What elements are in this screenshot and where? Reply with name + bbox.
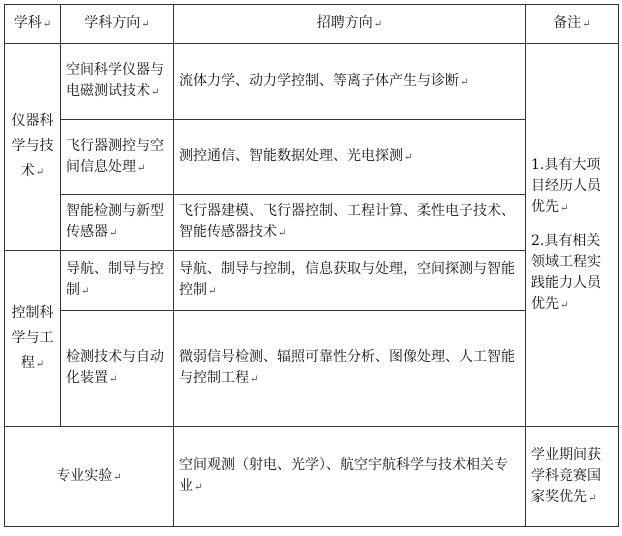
header-recruit: 招聘方向 ↵ xyxy=(174,5,526,44)
recruit-cell: 飞行器建模、飞行器控制、工程计算、柔性电子技术、智能传感器技术 ↵ xyxy=(174,195,526,251)
header-remark: 备注 ↵ xyxy=(526,5,619,44)
table-row xyxy=(5,44,619,120)
table-row xyxy=(5,427,619,527)
recruitment-table xyxy=(4,4,619,527)
direction-cell: 智能检测与新型传感器 ↵ xyxy=(61,195,174,251)
recruit-cell: 微弱信号检测、辐照可靠性分析、图像处理、人工智能与控制工程 ↵ xyxy=(174,311,526,427)
merged-cell: 专业实验 ↵ xyxy=(5,427,174,527)
header-row xyxy=(5,5,619,44)
direction-cell: 空间科学仪器与电磁测试技术 ↵ xyxy=(61,44,174,120)
header-discipline: 学科 ↵ xyxy=(5,5,61,44)
remark-cell xyxy=(526,44,619,427)
discipline-cell: 控制科学与工程 ↵ xyxy=(5,251,61,427)
recruit-cell: 导航、制导与控制，信息获取与处理，空间探测与智能控制 ↵ xyxy=(174,251,526,311)
remark-line-1: 1.具有大项目经历人员优先 ↵ xyxy=(531,155,613,219)
discipline-cell: 仪器科学与技术 ↵ xyxy=(5,44,61,251)
remark-cell: 学业期间获学科竞赛国家奖优先 ↵ xyxy=(526,427,619,527)
header-direction: 学科方向 ↵ xyxy=(61,5,174,44)
direction-cell: 检测技术与自动化装置 ↵ xyxy=(61,311,174,427)
recruit-cell: 空间观测（射电、光学）、航空宇航科学与技术相关专业 ↵ xyxy=(174,427,526,527)
remark-line-2: 2.具有相关领域工程实践能力人员优先 ↵ xyxy=(531,231,613,316)
recruit-cell: 测控通信、智能数据处理、光电探测 ↵ xyxy=(174,120,526,195)
direction-cell: 导航、制导与控制 ↵ xyxy=(61,251,174,311)
recruit-cell: 流体力学、动力学控制、等离子体产生与诊断 ↵ xyxy=(174,44,526,120)
direction-cell: 飞行器测控与空间信息处理 ↵ xyxy=(61,120,174,195)
